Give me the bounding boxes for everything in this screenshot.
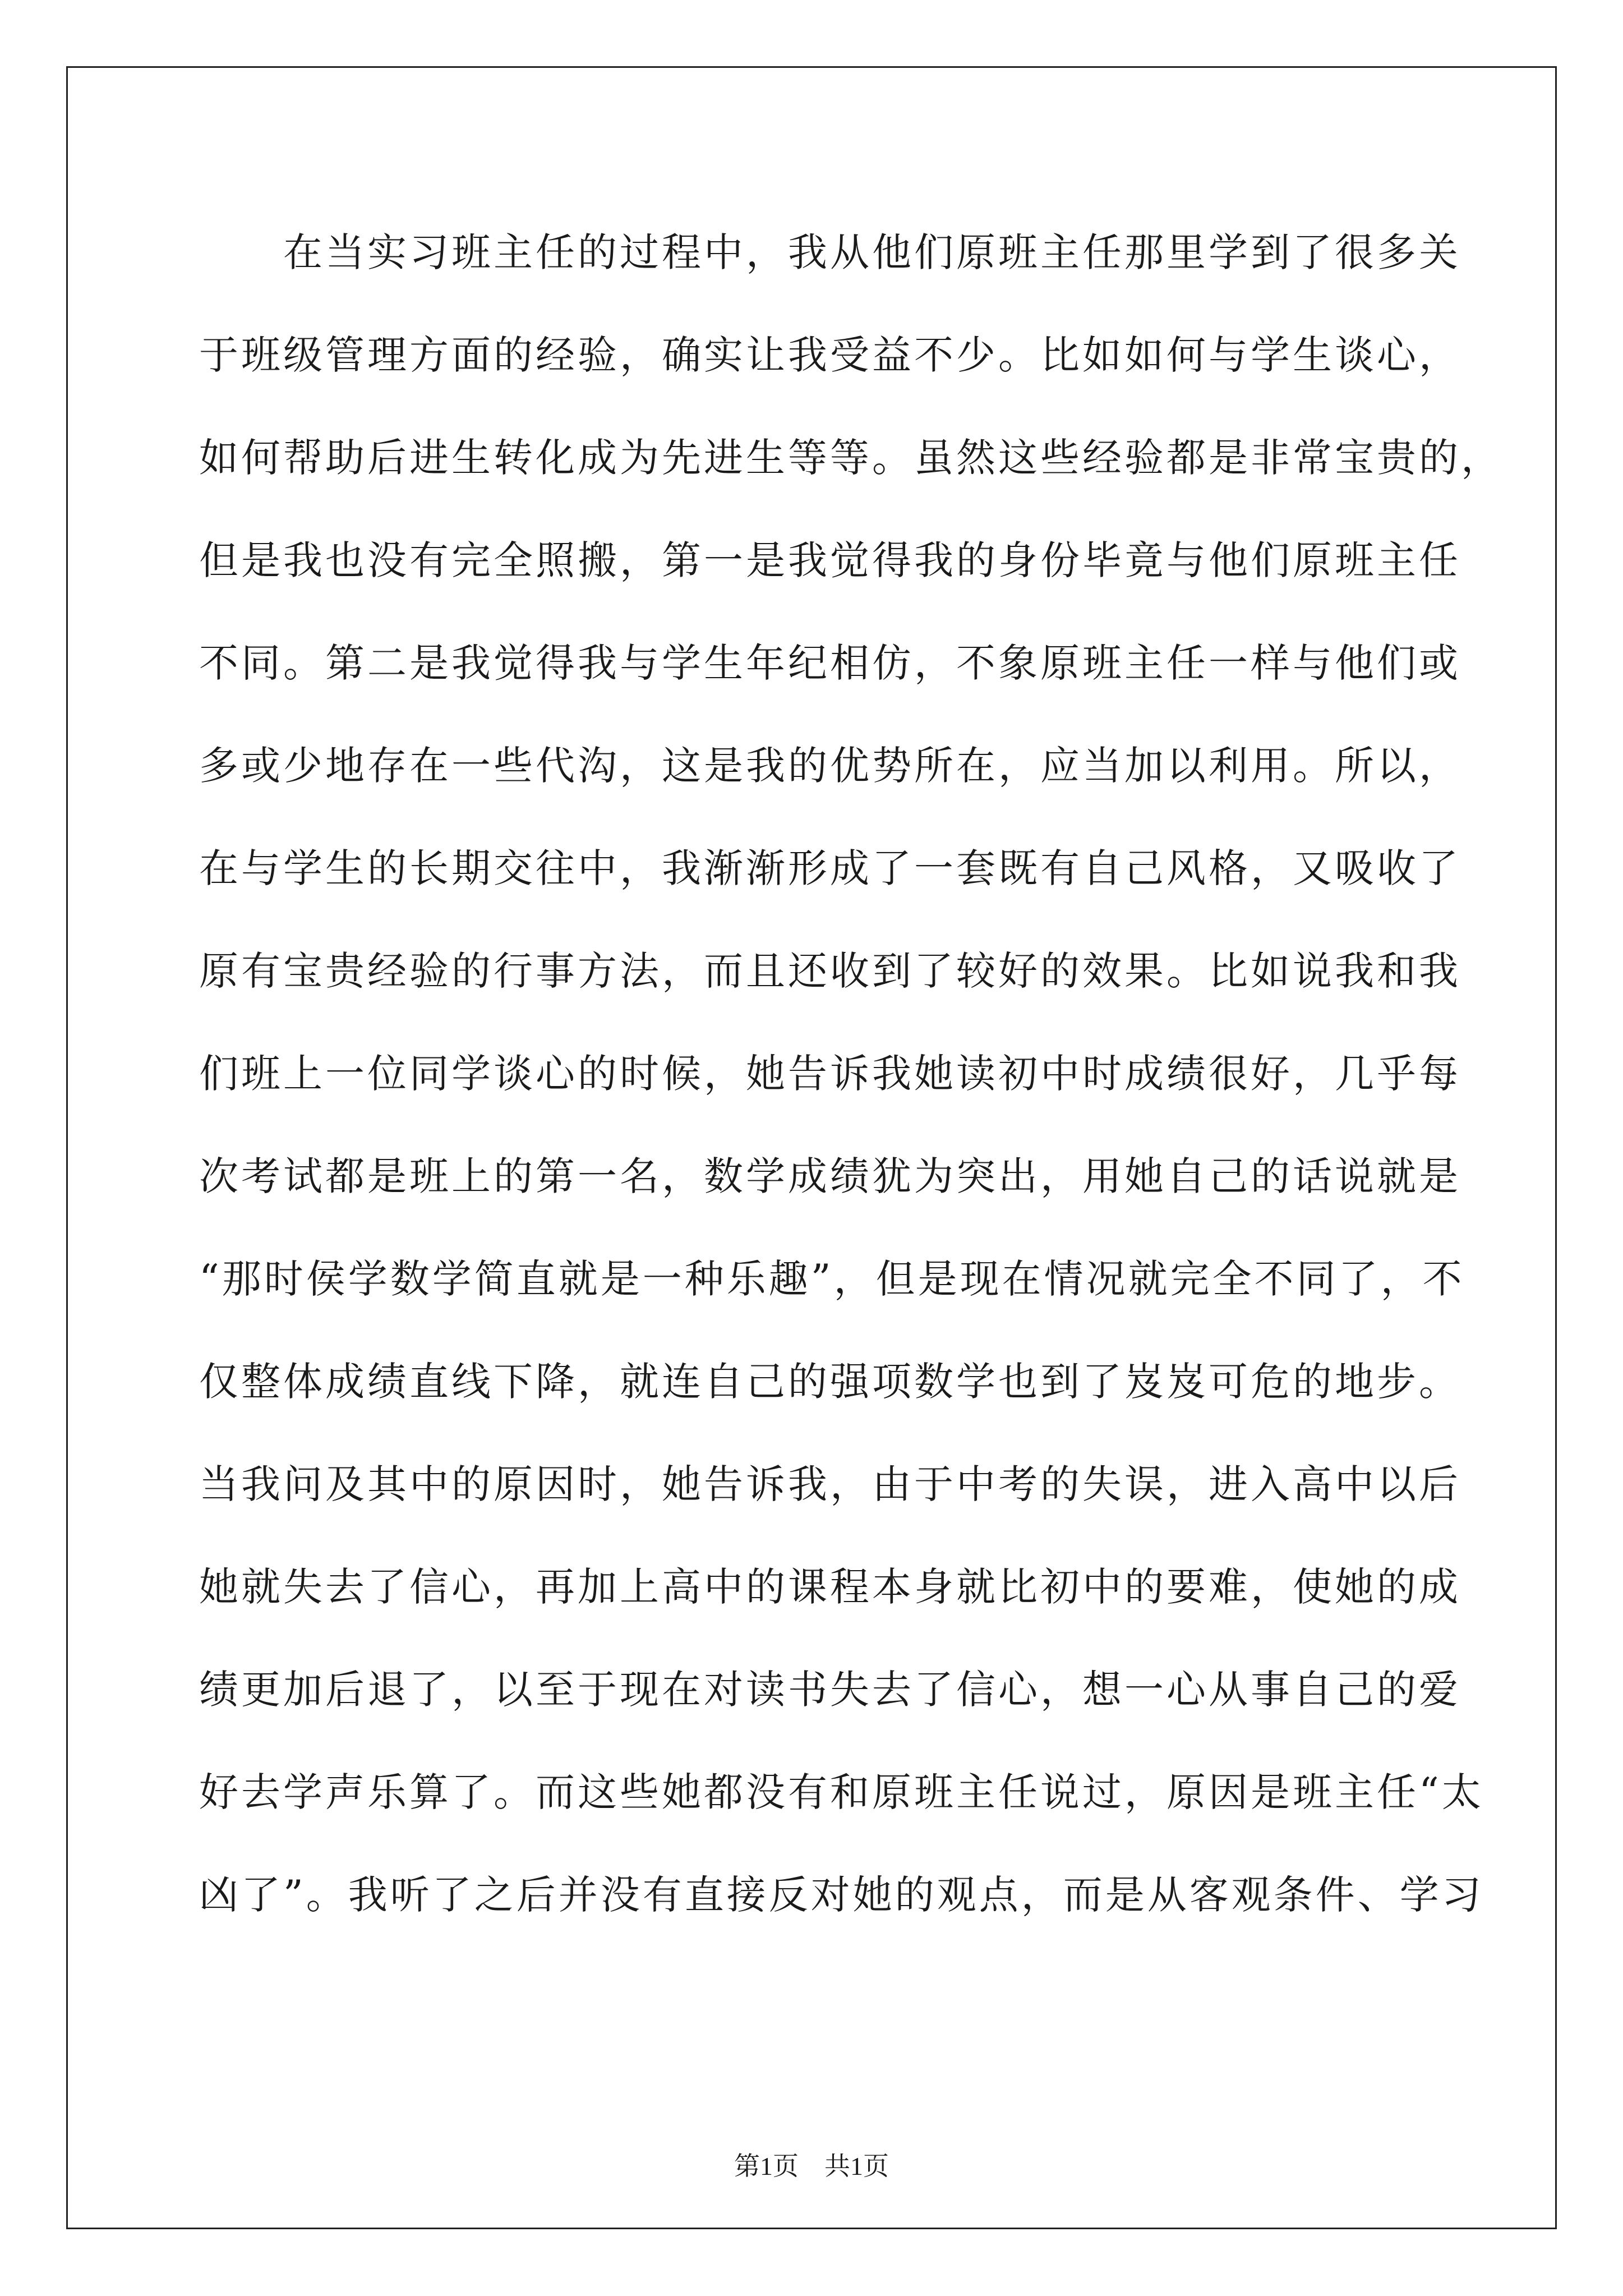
document-body	[199, 219, 1503, 1964]
paragraph-line: 当我问及其中的原因时，她告诉我，由于中考的失误，进入高中以后	[199, 1461, 1461, 1507]
paragraph-line: 但是我也没有完全照搬，第一是我觉得我的身份毕竟与他们原班主任	[199, 537, 1461, 583]
paragraph-line: 多或少地存在一些代沟，这是我的优势所在，应当加以利用。所以，	[199, 743, 1461, 789]
paragraph-line: 凶了”。我听了之后并没有直接反对她的观点，而是从客观条件、学习	[199, 1872, 1484, 1918]
paragraph-line: 在当实习班主任的过程中，我从他们原班主任那里学到了很多关	[199, 229, 1461, 275]
paragraph-line: 绩更加后退了，以至于现在对读书失去了信心，想一心从事自己的爱	[199, 1667, 1461, 1713]
paragraph-line: 仅整体成绩直线下降，就连自己的强项数学也到了岌岌可危的地步。	[199, 1359, 1461, 1405]
paragraph-line: “那时侯学数学简直就是一种乐趣”，但是现在情况就完全不同了，不	[199, 1256, 1465, 1302]
paragraph-line: 她就失去了信心，再加上高中的课程本身就比初中的要难，使她的成	[199, 1564, 1461, 1610]
paragraph-line: 如何帮助后进生转化成为先进生等等。虽然这些经验都是非常宝贵的，	[199, 435, 1503, 481]
paragraph-line: 好去学声乐算了。而这些她都没有和原班主任说过，原因是班主任“太	[199, 1769, 1484, 1815]
page-number-footer: 第1页 共1页	[734, 2152, 889, 2180]
paragraph-line: 们班上一位同学谈心的时候，她告诉我她读初中时成绩很好，几乎每	[199, 1051, 1461, 1097]
paragraph-line: 原有宝贵经验的行事方法，而且还收到了较好的效果。比如说我和我	[199, 948, 1461, 994]
paragraph-line: 不同。第二是我觉得我与学生年纪相仿，不象原班主任一样与他们或	[199, 640, 1461, 686]
paragraph-line: 次考试都是班上的第一名，数学成绩犹为突出，用她自己的话说就是	[199, 1153, 1461, 1199]
paragraph-line: 在与学生的长期交往中，我渐渐形成了一套既有自己风格，又吸收了	[199, 845, 1461, 891]
paragraph-line: 于班级管理方面的经验，确实让我受益不少。比如如何与学生谈心，	[199, 332, 1461, 378]
